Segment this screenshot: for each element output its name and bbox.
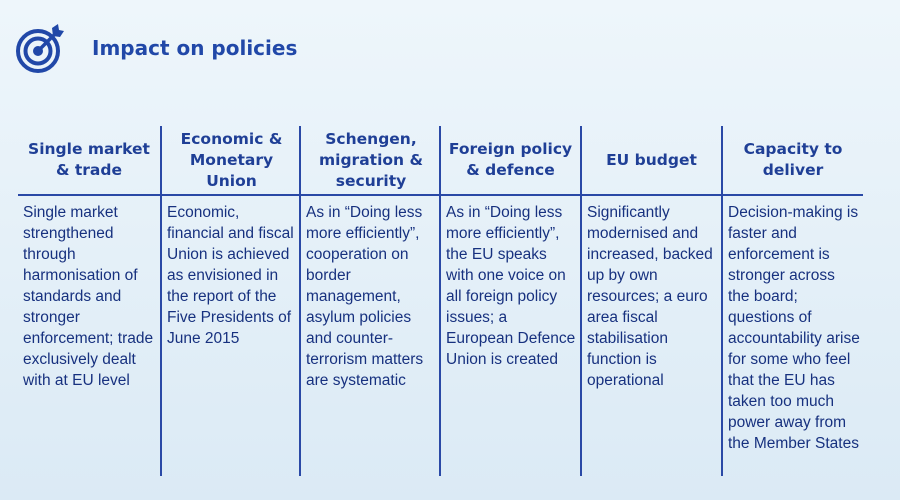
heading-divider [441, 194, 580, 196]
column-heading: Single market & trade [28, 140, 150, 179]
header [14, 18, 297, 78]
column-text: As in “Doing less more efficiently”, the EU speaks with one voice on all foreign policy issues; a European Defence Union is created [446, 204, 576, 368]
target-arrow-icon [14, 22, 66, 74]
heading-divider [301, 194, 441, 196]
column-eu-budget [580, 126, 721, 476]
column-foreign-policy [439, 126, 580, 476]
column-text: Significantly modernised and increased, backed up by own resources; a euro area fiscal stabilisation function is operational [587, 204, 713, 389]
heading-divider [582, 194, 721, 196]
column-text: Decision-making is faster and enforcement is stronger across the board; questions of accountability arise for some who feel that the EU has taken too much power away from the Member States [728, 204, 860, 452]
heading-divider [18, 194, 160, 196]
column-heading: Capacity to deliver [743, 140, 843, 179]
policy-table [18, 126, 863, 476]
heading-divider [723, 194, 863, 196]
page-title: Impact on policies [92, 36, 298, 60]
heading-divider [162, 194, 301, 196]
column-heading: Schengen, migration & security [319, 129, 423, 190]
column-emu [160, 126, 301, 476]
column-single-market [18, 126, 160, 476]
column-schengen [299, 126, 441, 476]
column-heading: EU budget [606, 150, 697, 169]
column-heading: Foreign policy & defence [448, 140, 573, 179]
column-capacity [721, 126, 863, 476]
column-text: As in “Doing less more efficiently”, cooperation on border management, asylum policies and counter-terrorism matters are systematic [306, 204, 424, 389]
column-heading: Economic & Monetary Union [180, 129, 283, 190]
column-text: Single market strengthened through harmonisation of standards and stronger enforcement; trade exclusively dealt with at EU level [23, 204, 154, 389]
column-text: Economic, financial and fiscal Union is achieved as envisioned in the report of the Five Presidents of June 2015 [167, 204, 294, 347]
